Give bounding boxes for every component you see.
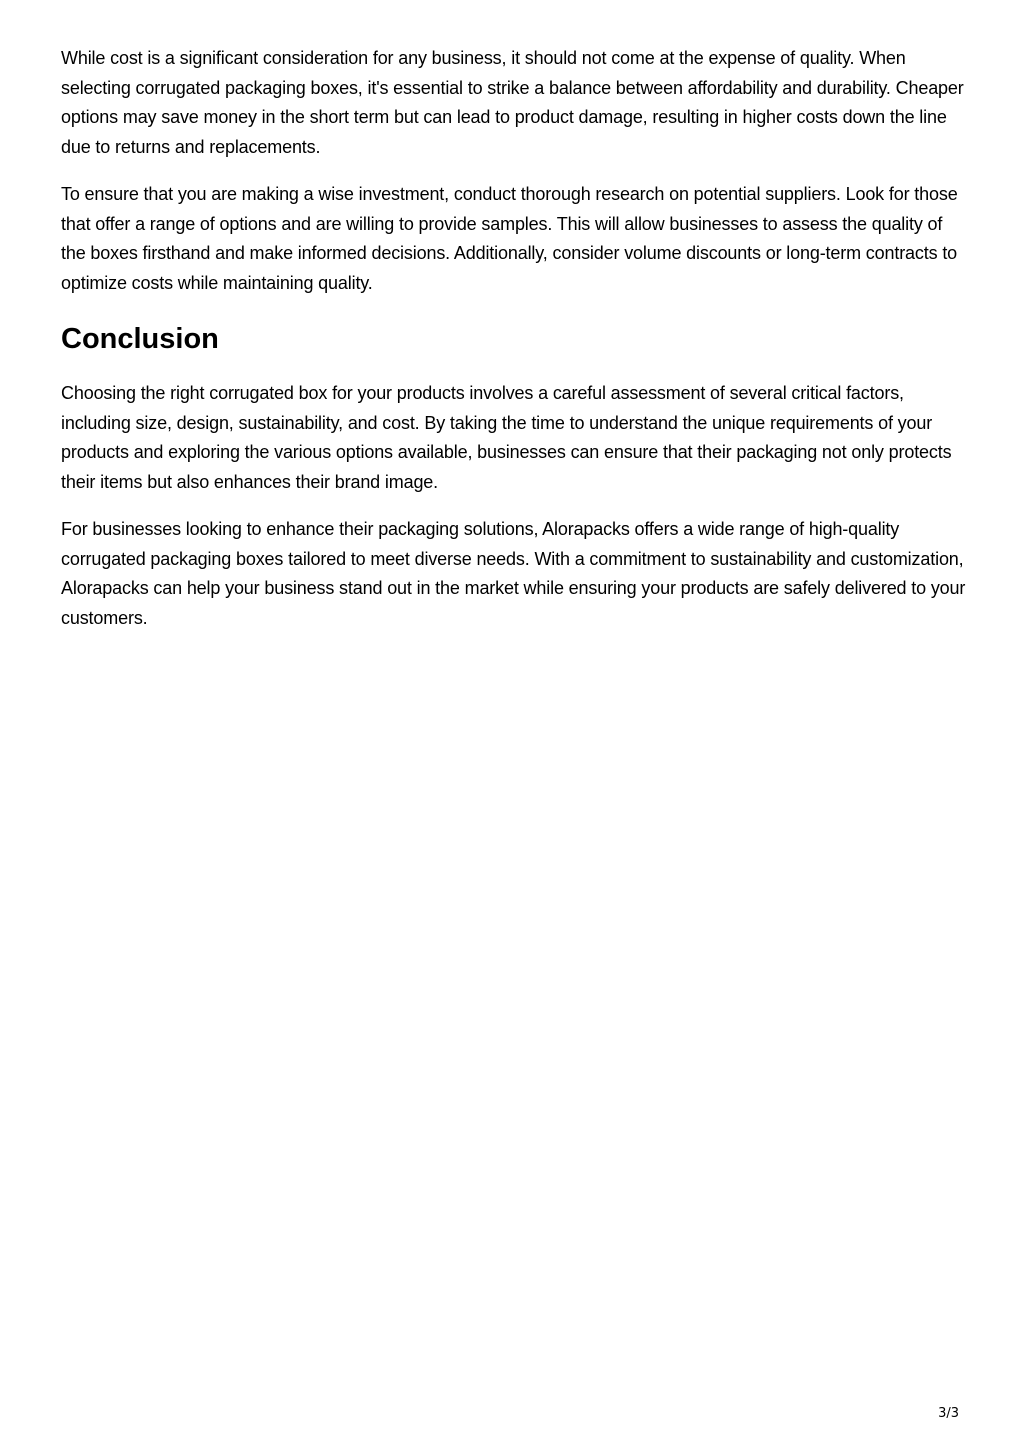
paragraph-alorapacks: For businesses looking to enhance their packaging solutions, Alorapacks offers a wide range of high-quality corrugated packaging boxes tailored to meet diverse needs. With a commitment to sustainability and customization, Alorapacks can help your business stand out in the market while ensuring your products are safely delivered to your customers. [61, 519, 966, 628]
section-heading-conclusion: Conclusion [61, 323, 219, 355]
paragraph-supplier-research: To ensure that you are making a wise investment, conduct thorough research on potential suppliers. Look for those that offer a range of options and are willing to provide samples. This will allow businesses to assess the quality of the boxes firsthand and make informed decisions. Additionally, consider volume discounts or long-term contracts to optimize costs while maintaining quality. [61, 184, 958, 293]
document-body [61, 44, 966, 651]
page-number: 3/3 [938, 1406, 959, 1421]
paragraph-cost-quality: While cost is a significant consideration for any business, it should not come at the expense of quality. When selecting corrugated packaging boxes, it's essential to strike a balance between affordability and durability. Cheaper options may save money in the short term but can lead to product damage, resulting in higher costs down the line due to returns and replacements. [61, 48, 964, 157]
paragraph-conclusion-summary: Choosing the right corrugated box for your products involves a careful assessment of several critical factors, including size, design, sustainability, and cost. By taking the time to understand the unique requirements of your products and exploring the various options available, businesses can ensure that their packaging not only protects their items but also enhances their brand image. [61, 383, 952, 492]
